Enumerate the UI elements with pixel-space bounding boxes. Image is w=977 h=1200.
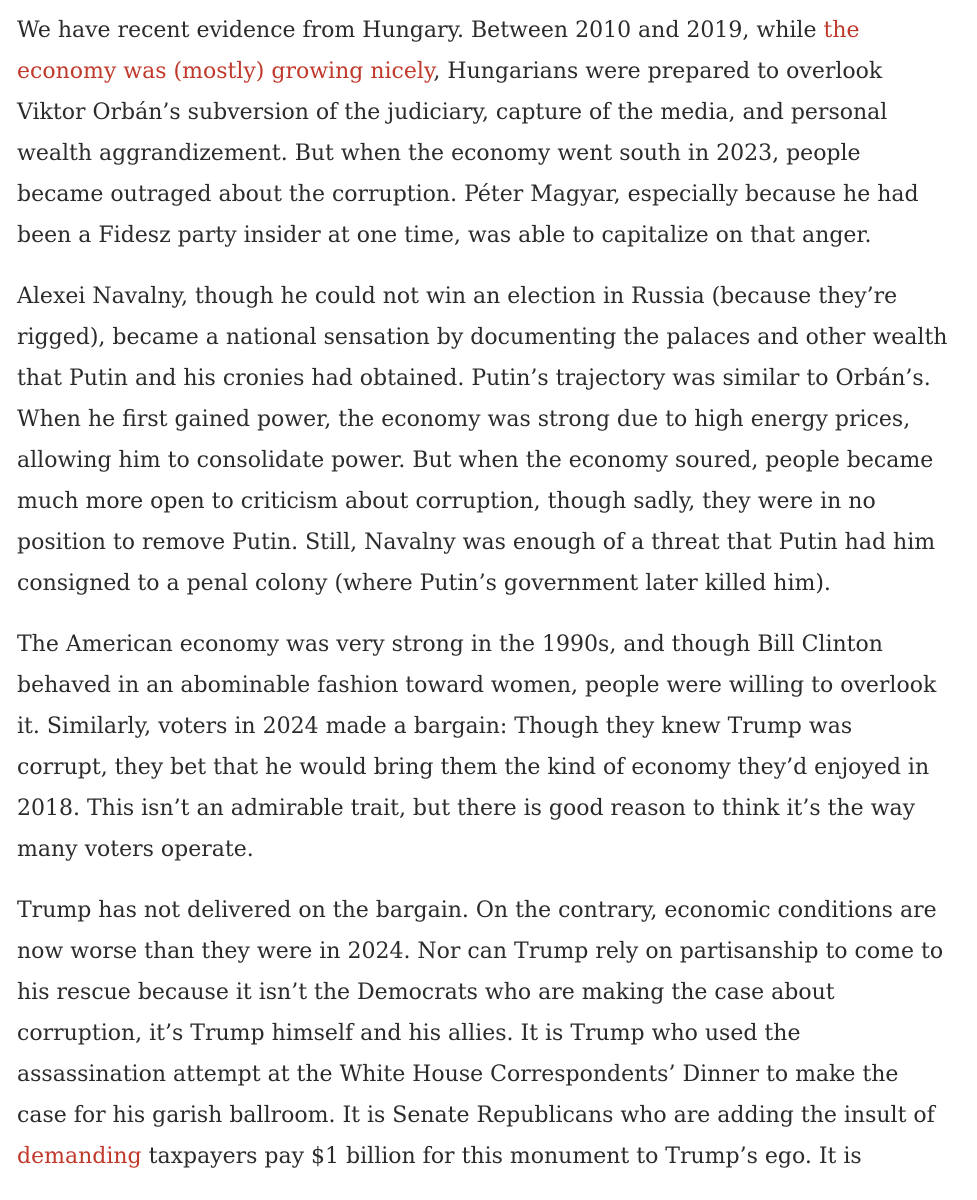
- text-line: his rescue because it isn’t the Democrats who are making the case about: [17, 980, 835, 1005]
- text-line: wealth aggrandizement. But when the economy went south in 2023, people: [17, 141, 861, 166]
- text-line: been a Fidesz party insider at one time, was able to capitalize on that anger.: [17, 223, 872, 248]
- text-line: it. Similarly, voters in 2024 made a bargain: Though they knew Trump was: [17, 714, 853, 739]
- text-line: position to remove Putin. Still, Navalny was enough of a threat that Putin had him: [17, 530, 936, 555]
- text-line: Viktor Orbán’s subversion of the judiciary, capture of the media, and personal: [17, 100, 888, 125]
- text-line: [17, 51, 957, 92]
- text-line: that Putin and his cronies had obtained. Putin’s trajectory was similar to Orbán’s.: [17, 366, 931, 391]
- paragraph-american-economy: [17, 624, 957, 870]
- text-line: The American economy was very strong in the 1990s, and though Bill Clinton: [17, 632, 883, 657]
- text-line: corrupt, they bet that he would bring them the kind of economy they’d enjoyed in: [17, 755, 930, 780]
- text-line: [17, 1136, 957, 1177]
- text-line: many voters operate.: [17, 837, 254, 862]
- text-line: 2018. This isn’t an admirable trait, but there is good reason to think it’s the way: [17, 796, 916, 821]
- paragraph-navalny: [17, 276, 957, 604]
- text-span: We have recent evidence from Hungary. Between 2010 and 2019, while: [17, 18, 824, 43]
- text-line: allowing him to consolidate power. But when the economy soured, people became: [17, 448, 934, 473]
- text-line: rigged), became a national sensation by documenting the palaces and other wealth: [17, 325, 948, 350]
- text-span: taxpayers pay $1 billion for this monument to Trump’s ego. It is: [141, 1144, 862, 1169]
- text-line: When he first gained power, the economy was strong due to high energy prices,: [17, 407, 911, 432]
- text-line: much more open to criticism about corruption, though sadly, they were in no: [17, 489, 876, 514]
- text-span: , Hungarians were prepared to overlook: [433, 59, 883, 84]
- text-line: corruption, it’s Trump himself and his allies. It is Trump who used the: [17, 1021, 801, 1046]
- text-line: assassination attempt at the White House Correspondents’ Dinner to make the: [17, 1062, 899, 1087]
- article-body: [17, 10, 957, 1197]
- text-line: consigned to a penal colony (where Putin’s government later killed him).: [17, 571, 831, 596]
- text-line: behaved in an abominable fashion toward women, people were willing to overlook: [17, 673, 937, 698]
- economy-growing-link[interactable]: the: [823, 18, 860, 43]
- text-line: now worse than they were in 2024. Nor can Trump rely on partisanship to come to: [17, 939, 944, 964]
- paragraph-trump-bargain: [17, 890, 957, 1177]
- paragraph-hungary: [17, 10, 957, 256]
- text-line: [17, 10, 957, 51]
- text-line: Alexei Navalny, though he could not win an election in Russia (because they’re: [17, 284, 898, 309]
- economy-growing-link-continued[interactable]: economy was (mostly) growing nicely: [17, 59, 434, 84]
- text-line: became outraged about the corruption. Péter Magyar, especially because he had: [17, 182, 919, 207]
- text-line: case for his garish ballroom. It is Senate Republicans who are adding the insult of: [17, 1103, 935, 1128]
- text-line: Trump has not delivered on the bargain. On the contrary, economic conditions are: [17, 898, 937, 923]
- demanding-link[interactable]: demanding: [17, 1144, 142, 1169]
